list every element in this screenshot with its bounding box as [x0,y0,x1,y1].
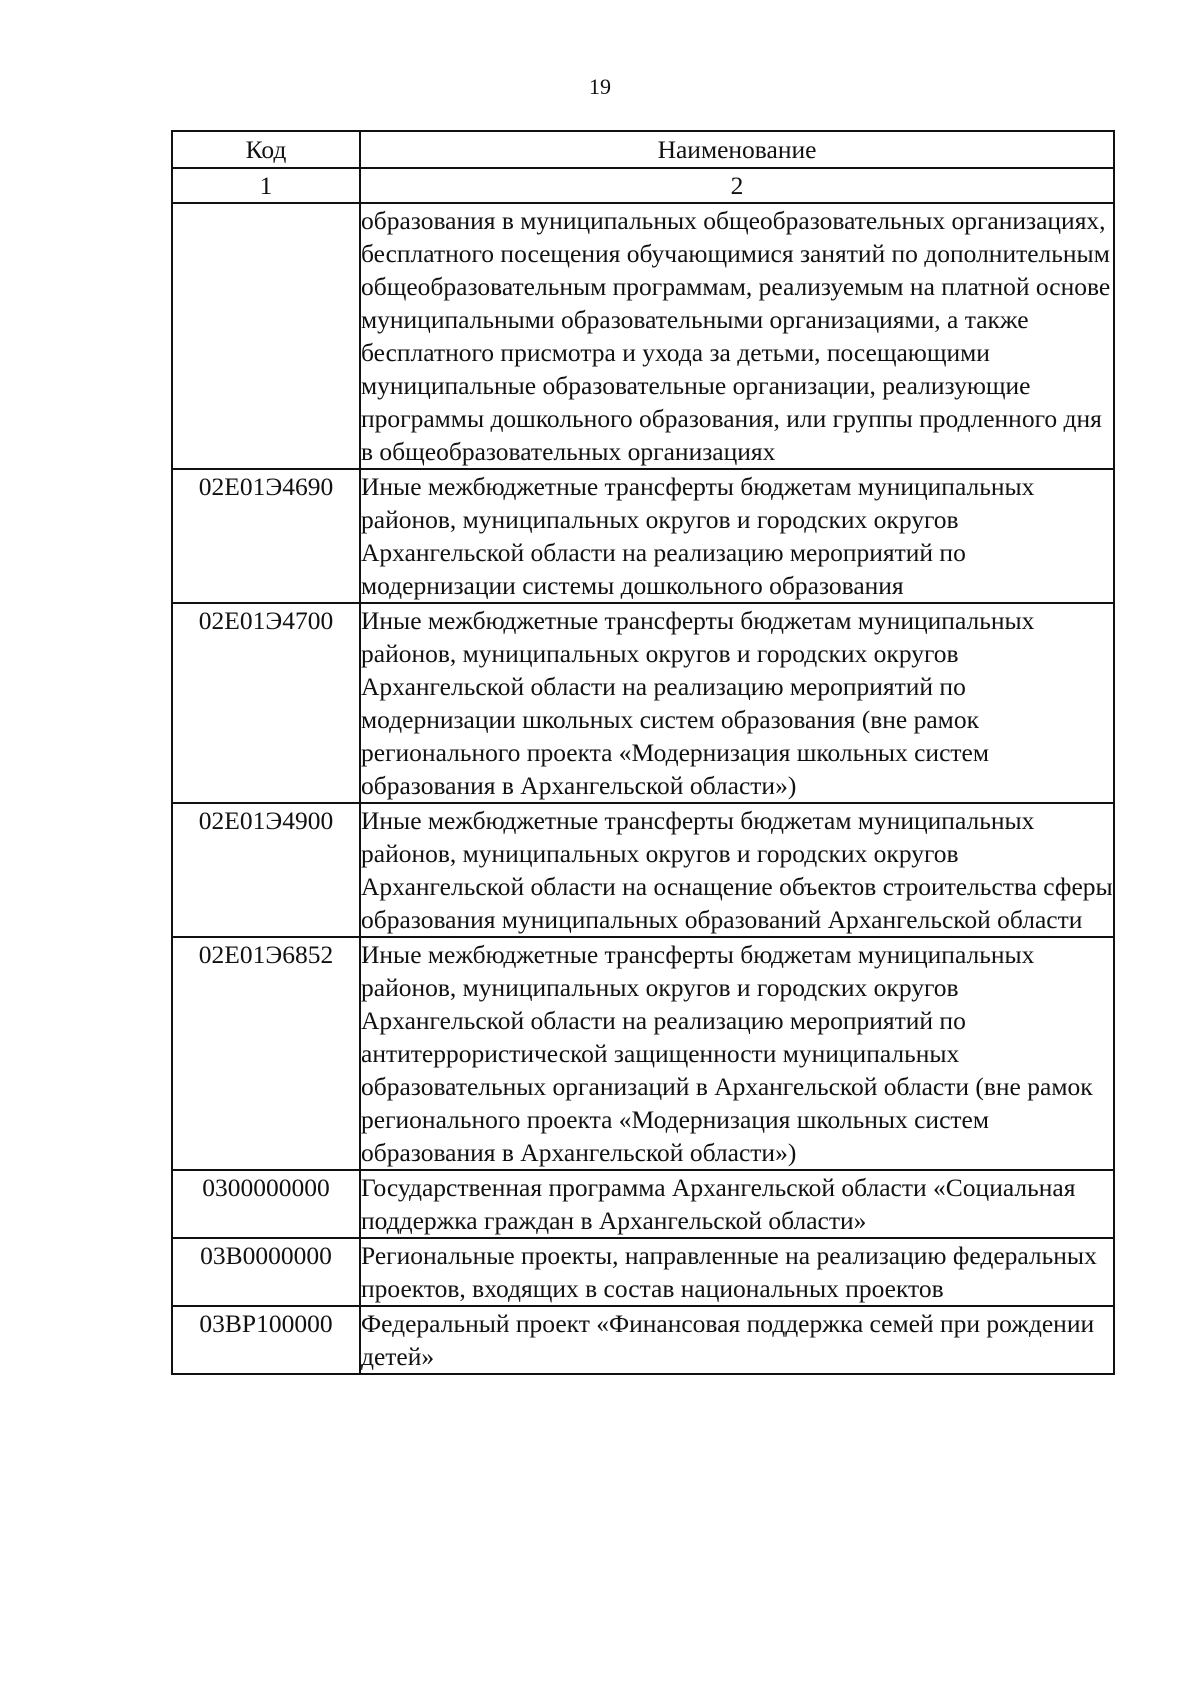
table-row [172,1170,1114,1238]
table-row [172,203,1114,469]
row-code: 02Е01Э4900 [172,803,360,937]
row-name: образования в муниципальных общеобразовательных организациях, бесплатного посещения обучающимися занятий по дополнительным общеобразовательным программам, реализуемым на платной основе муниципальными образовательными организациями, а также бесплатного присмотра и ухода за детьми, посещающими муниципальные образовательные организации, реализующие программы дошкольного образования, или группы продленного дня в общеобразовательных организациях [360,203,1114,469]
row-code: 03В0000000 [172,1238,360,1306]
row-code: 02Е01Э4700 [172,603,360,803]
row-name: Федеральный проект «Финансовая поддержка семей при рождении детей» [360,1306,1114,1374]
budget-classification-table [171,130,1115,1375]
row-code: 03ВР100000 [172,1306,360,1374]
row-name: Иные межбюджетные трансферты бюджетам муниципальных районов, муниципальных округов и городских округов Архангельской области на реализацию мероприятий по антитеррористической защищенности муниципальных образовательных организаций в Архангельской области (вне рамок регионального проекта «Модернизация школьных систем образования в Архангельской области») [360,937,1114,1170]
row-code [172,203,360,469]
row-name: Государственная программа Архангельской области «Социальная поддержка граждан в Архангельской области» [360,1170,1114,1238]
header-code: Код [172,131,360,168]
column-number-code: 1 [172,168,360,203]
row-code: 02Е01Э4690 [172,469,360,603]
table-row [172,603,1114,803]
header-name: Наименование [360,131,1114,168]
row-code: 0300000000 [172,1170,360,1238]
table-row [172,469,1114,603]
row-name: Иные межбюджетные трансферты бюджетам муниципальных районов, муниципальных округов и городских округов Архангельской области на оснащение объектов строительства сферы образования муниципальных образований Архангельской области [360,803,1114,937]
table-row [172,803,1114,937]
table-row [172,937,1114,1170]
table-header-row [172,131,1114,168]
column-number-row [172,168,1114,203]
table-row [172,1306,1114,1374]
row-name: Иные межбюджетные трансферты бюджетам муниципальных районов, муниципальных округов и городских округов Архангельской области на реализацию мероприятий по модернизации системы дошкольного образования [360,469,1114,603]
row-code: 02Е01Э6852 [172,937,360,1170]
row-name: Иные межбюджетные трансферты бюджетам муниципальных районов, муниципальных округов и городских округов Архангельской области на реализацию мероприятий по модернизации школьных систем образования (вне рамок регионального проекта «Модернизация школьных систем образования в Архангельской области») [360,603,1114,803]
table-row [172,1238,1114,1306]
column-number-name: 2 [360,168,1114,203]
row-name: Региональные проекты, направленные на реализацию федеральных проектов, входящих в состав национальных проектов [360,1238,1114,1306]
page-number: 19 [589,74,611,99]
